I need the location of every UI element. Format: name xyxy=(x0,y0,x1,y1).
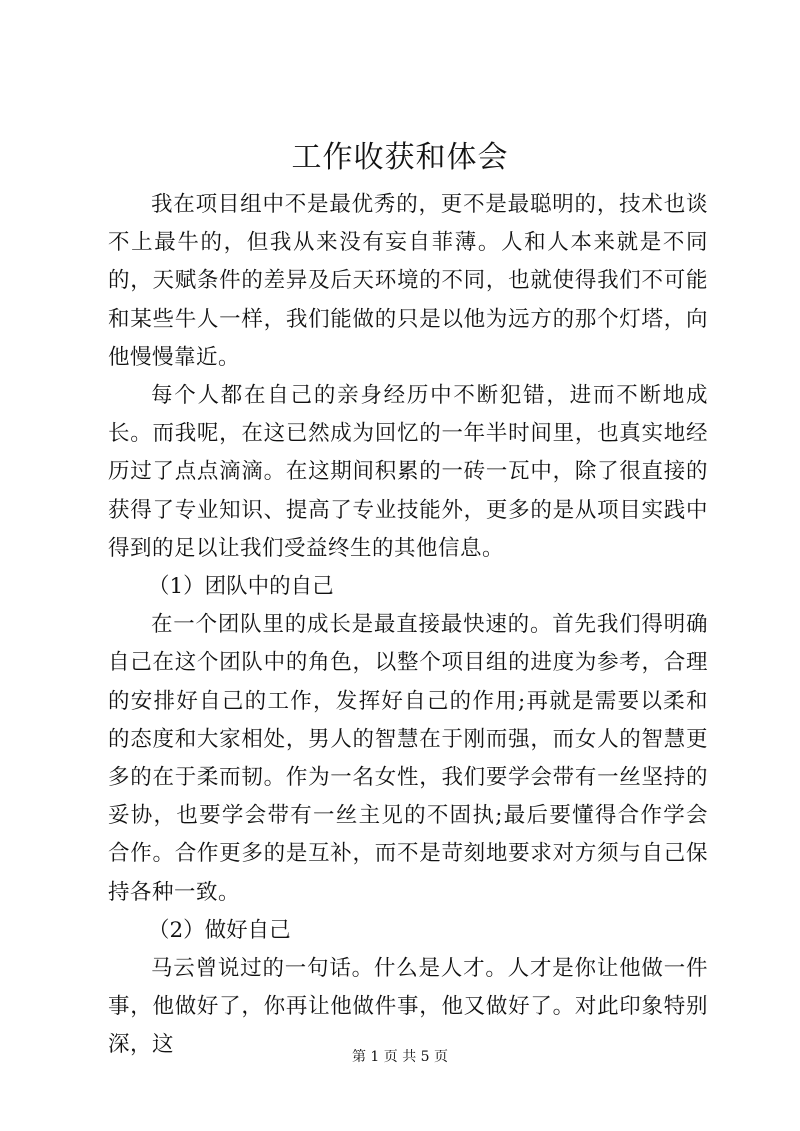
document-title: 工作收获和体会 xyxy=(291,140,509,175)
paragraph-1: 我在项目组中不是最优秀的，更不是最聪明的，技术也谈不上最牛的，但我从来没有妄自菲薄。人和人本来就是不同的，天赋条件的差异及后天环境的不同，也就使得我们不可能和某些牛人一样，我们能做的只是以他为远方的那个灯塔，向他慢慢靠近。 xyxy=(108,192,708,370)
section-heading-team: （1）团队中的自己 xyxy=(148,574,334,600)
paragraph-3: 在一个团队里的成长是最直接最快速的。首先我们得明确自己在这个团队中的角色，以整个项目组的进度为参考，合理的安排好自己的工作，发挥好自己的作用;再就是需要以柔和的态度和大家相处，男人的智慧在于刚而强，而女人的智慧更多的在于柔而韧。作为一名女性，我们要学会带有一丝坚持的妥协，也要学会带有一丝主见的不固执;最后要懂得合作学会合作。合作更多的是互补，而不是苛刻地要求对方须与自己保持各种一致。 xyxy=(108,612,708,905)
paragraph-2: 每个人都在自己的亲身经历中不断犯错，进而不断地成长。而我呢，在这已然成为回忆的一年半时间里，也真实地经历过了点点滴滴。在这期间积累的一砖一瓦中，除了很直接的获得了专业知识、提高了专业技能外，更多的是从项目实践中得到的足以让我们受益终生的其他信息。 xyxy=(108,383,708,561)
section-heading-self: （2）做好自己 xyxy=(148,917,291,943)
paragraph-4: 马云曾说过的一句话。什么是人才。人才是你让他做一件事，他做好了，你再让他做件事，他又做好了。对此印象特别深，这 xyxy=(108,956,708,1058)
page-number-footer: 第 1 页 共 5 页 xyxy=(351,1049,449,1065)
document-body xyxy=(108,186,708,1065)
